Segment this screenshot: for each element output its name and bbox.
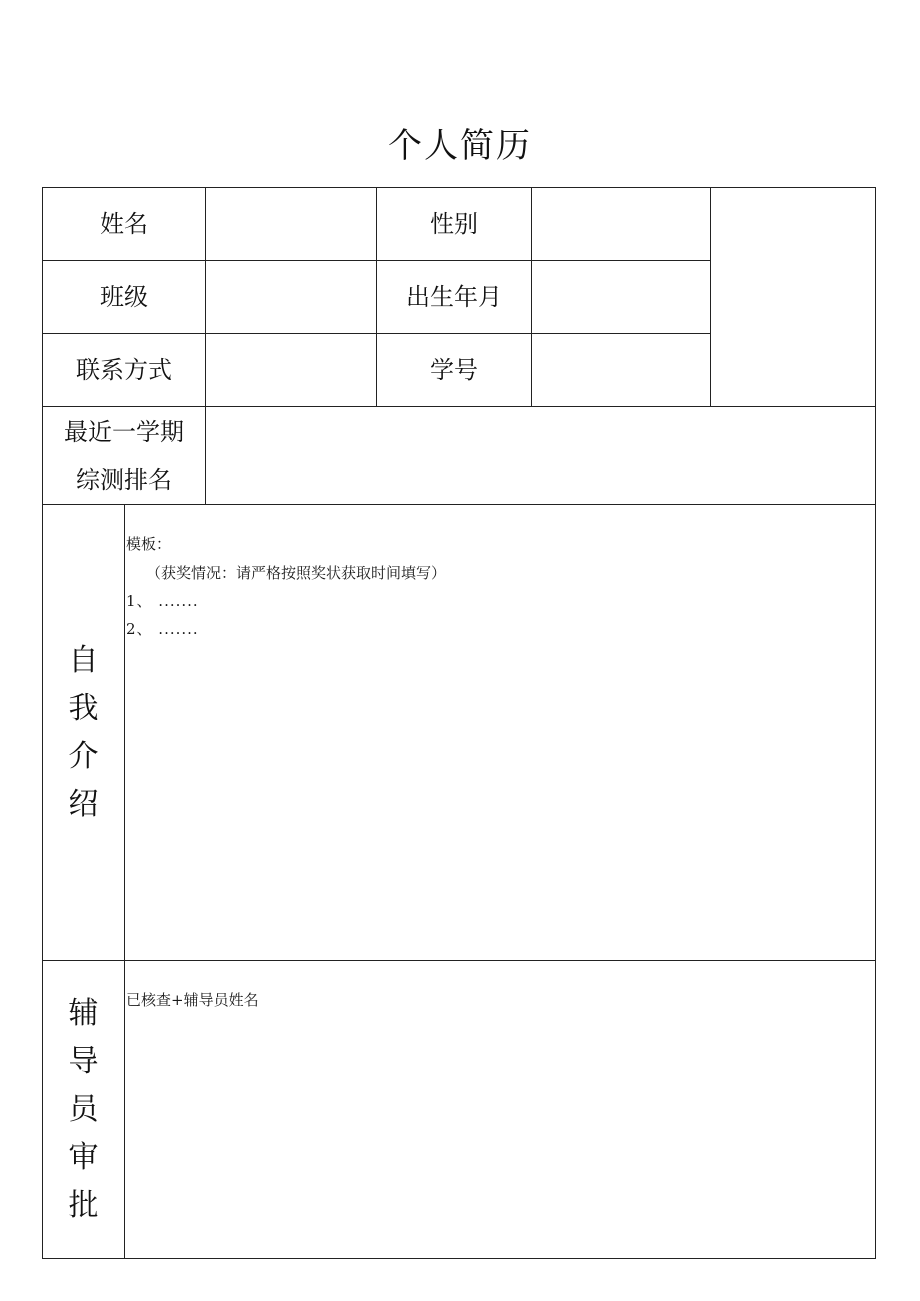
student-id-value-cell[interactable] [532, 334, 710, 406]
table-right-border [875, 187, 876, 1259]
self-intro-label [43, 505, 124, 960]
name-value-cell[interactable] [206, 188, 376, 260]
contact-label: 联系方式 [76, 355, 172, 384]
template-label: 模板： [126, 535, 172, 553]
counselor-note: 已核查+辅导员姓名 [126, 991, 259, 1009]
gender-value-cell[interactable] [532, 188, 710, 260]
birth-label: 出生年月 [406, 282, 502, 311]
page-title: 个人简历 [388, 126, 532, 166]
class-value-cell[interactable] [206, 261, 376, 333]
self-intro-label-char-2: 我 [68, 690, 99, 726]
counselor-label-char-1: 辅 [68, 995, 99, 1031]
counselor-label-char-2: 导 [68, 1043, 99, 1079]
name-label: 姓名 [100, 209, 148, 238]
template-item-1: 1、 ....... [126, 592, 199, 610]
self-intro-label-char-3: 介 [68, 738, 99, 774]
counselor-label-char-5: 批 [68, 1187, 99, 1223]
counselor-label-char-3: 员 [68, 1091, 99, 1127]
ranking-label [43, 407, 205, 504]
student-id-label: 学号 [430, 355, 478, 384]
birth-value-cell[interactable] [532, 261, 710, 333]
ranking-label-line1: 最近一学期 [64, 417, 184, 446]
self-intro-label-char-4: 绍 [68, 786, 99, 822]
template-item-2: 2、 ....... [126, 620, 199, 638]
ranking-value-cell[interactable] [206, 407, 875, 504]
contact-value-cell[interactable] [206, 334, 376, 406]
counselor-label [43, 961, 124, 1258]
self-intro-label-char-1: 自 [68, 642, 99, 678]
gender-label: 性别 [430, 209, 478, 238]
photo-cell[interactable] [711, 188, 875, 406]
template-note: （获奖情况：请严格按照奖状获取时间填写） [146, 564, 447, 582]
ranking-label-line2: 综测排名 [76, 465, 172, 494]
counselor-label-char-4: 审 [68, 1139, 99, 1175]
class-label: 班级 [100, 282, 148, 311]
table-bottom-border [42, 1258, 876, 1259]
